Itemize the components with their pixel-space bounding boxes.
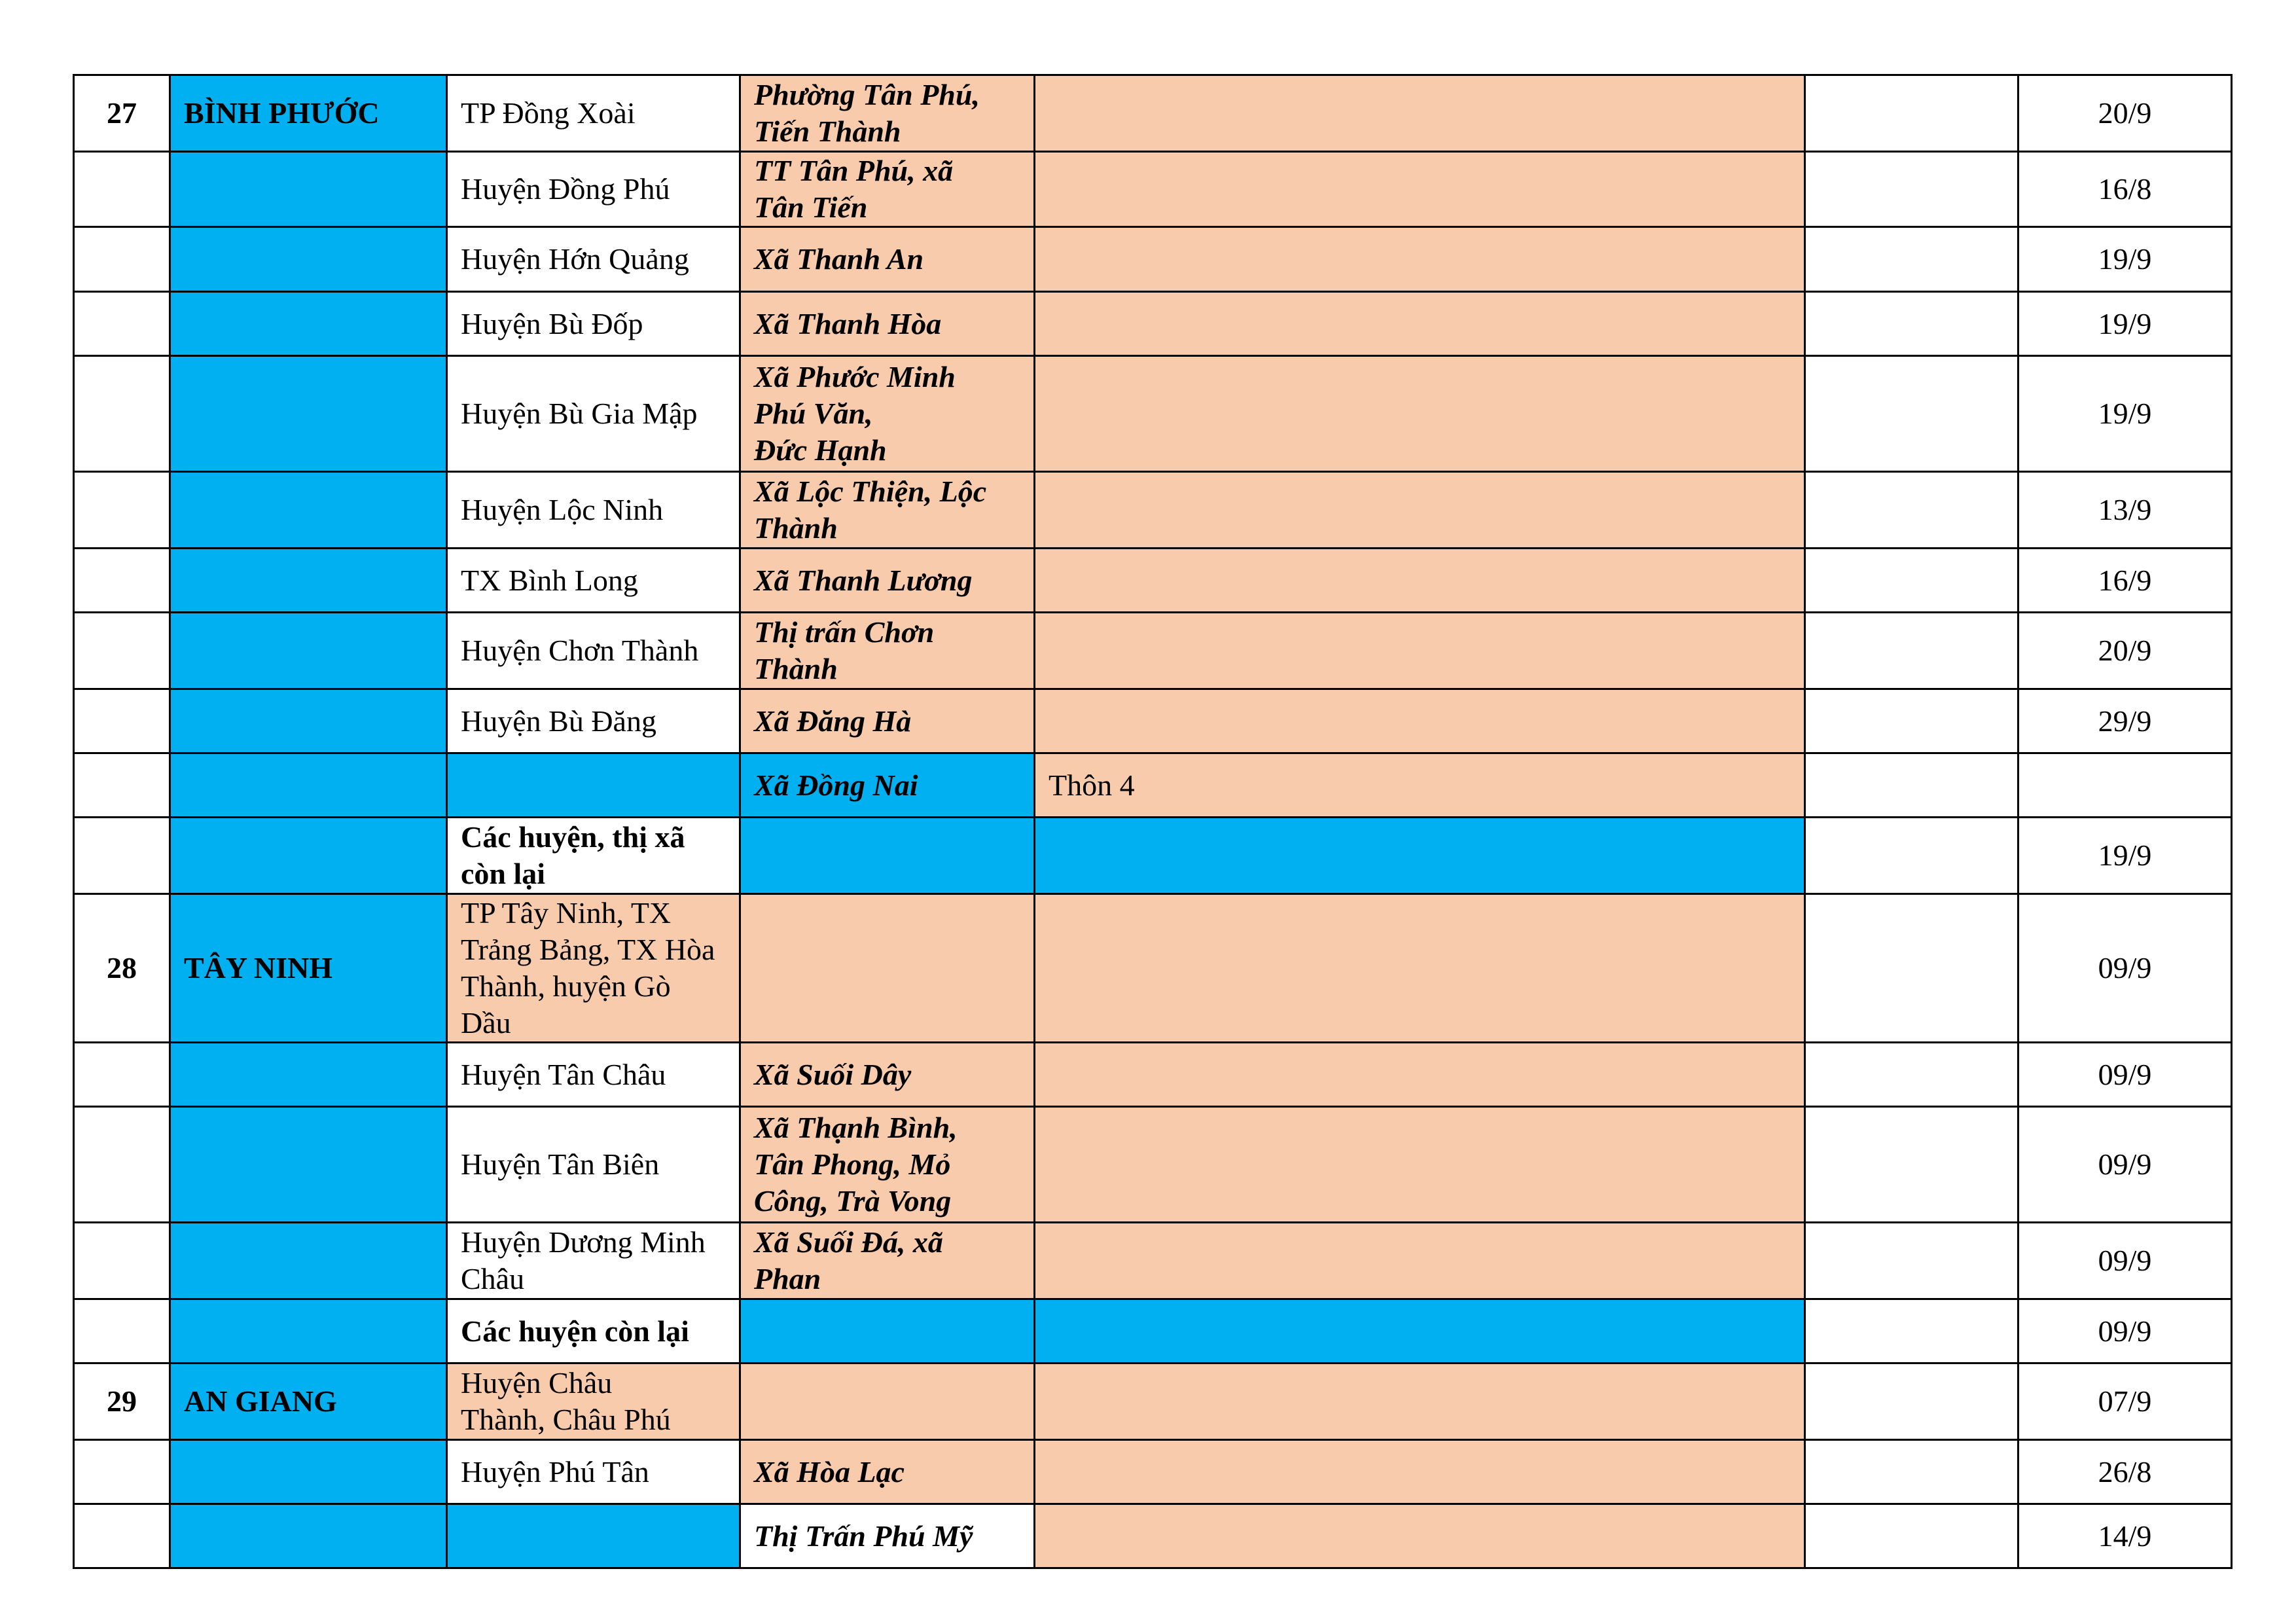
- table-row: [74, 227, 2232, 292]
- commune-cell: [740, 472, 1035, 549]
- date-cell-text: 19/9: [2098, 242, 2152, 276]
- table-row: [74, 1223, 2232, 1299]
- date-cell-text: 09/9: [2098, 951, 2152, 984]
- district-cell-text: Huyện Dương Minh Châu: [461, 1225, 706, 1295]
- table-row: [74, 1043, 2232, 1107]
- commune-cell-text: Xã Suối Đá, xã Phan: [754, 1225, 943, 1295]
- date-cell-text: 16/9: [2098, 563, 2152, 597]
- commune-cell-text: Xã Lộc Thiện, Lộc Thành: [754, 475, 987, 545]
- district-cell: [447, 75, 740, 152]
- commune-cell-text: Xã Thanh An: [754, 242, 924, 276]
- date-cell: [2018, 227, 2232, 292]
- hamlet-cell: [1035, 1363, 1805, 1440]
- district-cell: [447, 753, 740, 818]
- district-cell-text: TP Tây Ninh, TX Trảng Bảng, TX Hòa Thành, huyện Gò Dầu: [461, 896, 715, 1039]
- commune-cell-text: Thị trấn Chơn Thành: [754, 615, 935, 685]
- row-number-cell: [74, 472, 170, 549]
- note-cell: [1805, 549, 2018, 613]
- date-cell-text: 09/9: [2098, 1244, 2152, 1277]
- row-number-cell-text: 27: [107, 96, 137, 130]
- district-cell: [447, 689, 740, 753]
- district-cell: [447, 292, 740, 356]
- commune-cell: [740, 1440, 1035, 1504]
- province-cell: [170, 356, 447, 472]
- date-cell-text: 19/9: [2098, 306, 2152, 340]
- commune-cell: [740, 1299, 1035, 1363]
- note-cell: [1805, 818, 2018, 894]
- date-cell-text: 13/9: [2098, 493, 2152, 526]
- district-cell-text: Huyện Châu Thành, Châu Phú: [461, 1366, 671, 1436]
- row-number-cell: [74, 356, 170, 472]
- district-cell-text: Huyện Bù Gia Mập: [461, 397, 698, 430]
- district-cell: [447, 894, 740, 1043]
- note-cell: [1805, 152, 2018, 227]
- district-cell: [447, 1299, 740, 1363]
- date-cell-text: 07/9: [2098, 1384, 2152, 1418]
- date-cell: [2018, 818, 2232, 894]
- date-cell-text: 29/9: [2098, 704, 2152, 738]
- district-cell: [447, 1107, 740, 1223]
- date-cell: [2018, 472, 2232, 549]
- district-cell-text: Huyện Tân Biên: [461, 1147, 660, 1181]
- date-cell-text: 09/9: [2098, 1314, 2152, 1348]
- row-number-cell: [74, 1299, 170, 1363]
- table-row: [74, 818, 2232, 894]
- date-cell: [2018, 1043, 2232, 1107]
- province-cell: [170, 894, 447, 1043]
- row-number-cell: [74, 613, 170, 689]
- table-row: [74, 1107, 2232, 1223]
- note-cell: [1805, 227, 2018, 292]
- row-number-cell: [74, 549, 170, 613]
- commune-cell-text: Xã Suối Dây: [754, 1057, 912, 1091]
- district-cell-text: Huyện Bù Đốp: [461, 306, 643, 340]
- commune-cell-text: Xã Phước Minh Phú Văn, Đức Hạnh: [754, 360, 956, 467]
- commune-cell: [740, 227, 1035, 292]
- hamlet-cell: [1035, 227, 1805, 292]
- date-cell: [2018, 1440, 2232, 1504]
- table-row: [74, 549, 2232, 613]
- district-cell: [447, 1043, 740, 1107]
- date-cell: [2018, 1107, 2232, 1223]
- note-cell: [1805, 1043, 2018, 1107]
- hamlet-cell-text: Thôn 4: [1049, 768, 1135, 802]
- row-number-cell: [74, 753, 170, 818]
- province-cell: [170, 292, 447, 356]
- province-cell: [170, 152, 447, 227]
- district-cell: [447, 1504, 740, 1568]
- province-cell: [170, 818, 447, 894]
- hamlet-cell: [1035, 1223, 1805, 1299]
- district-cell-text: TP Đồng Xoài: [461, 96, 636, 130]
- row-number-cell: [74, 818, 170, 894]
- note-cell: [1805, 1440, 2018, 1504]
- district-cell-text: Các huyện còn lại: [461, 1314, 689, 1348]
- table-row: [74, 689, 2232, 753]
- district-cell: [447, 227, 740, 292]
- table-row: [74, 1363, 2232, 1440]
- row-number-cell: [74, 152, 170, 227]
- district-cell-text: Huyện Lộc Ninh: [461, 493, 664, 526]
- hamlet-cell: [1035, 1440, 1805, 1504]
- note-cell: [1805, 753, 2018, 818]
- date-cell: [2018, 753, 2232, 818]
- province-cell: [170, 1440, 447, 1504]
- commune-cell: [740, 75, 1035, 152]
- table-row: [74, 1299, 2232, 1363]
- commune-cell: [740, 292, 1035, 356]
- hamlet-cell: [1035, 549, 1805, 613]
- date-cell: [2018, 75, 2232, 152]
- row-number-cell: [74, 1043, 170, 1107]
- commune-cell: [740, 1504, 1035, 1568]
- date-cell-text: 09/9: [2098, 1057, 2152, 1091]
- commune-cell: [740, 549, 1035, 613]
- province-cell: [170, 689, 447, 753]
- district-cell-text: Huyện Tân Châu: [461, 1057, 666, 1091]
- hamlet-cell: [1035, 1107, 1805, 1223]
- date-cell: [2018, 689, 2232, 753]
- note-cell: [1805, 894, 2018, 1043]
- date-cell: [2018, 1223, 2232, 1299]
- table-row: [74, 152, 2232, 227]
- note-cell: [1805, 356, 2018, 472]
- row-number-cell-text: 28: [107, 951, 137, 984]
- date-cell-text: 19/9: [2098, 397, 2152, 430]
- table-row: [74, 1440, 2232, 1504]
- date-cell: [2018, 549, 2232, 613]
- date-cell-text: 14/9: [2098, 1519, 2152, 1553]
- hamlet-cell: [1035, 1043, 1805, 1107]
- hamlet-cell: [1035, 75, 1805, 152]
- province-cell: [170, 75, 447, 152]
- province-cell: [170, 1223, 447, 1299]
- hamlet-cell: [1035, 613, 1805, 689]
- commune-cell: [740, 1107, 1035, 1223]
- district-cell-text: Huyện Phú Tân: [461, 1454, 649, 1489]
- district-cell-text: Huyện Hớn Quảng: [461, 242, 689, 276]
- table-row: [74, 356, 2232, 472]
- commune-cell: [740, 613, 1035, 689]
- row-number-cell: [74, 689, 170, 753]
- date-cell: [2018, 152, 2232, 227]
- province-cell: [170, 549, 447, 613]
- table-row: [74, 75, 2232, 152]
- date-cell-text: 20/9: [2098, 634, 2152, 667]
- district-cell-text: Huyện Chơn Thành: [461, 634, 699, 667]
- row-number-cell: [74, 1223, 170, 1299]
- commune-cell-text: Xã Đăng Hà: [754, 704, 912, 738]
- commune-cell: [740, 1223, 1035, 1299]
- table-row: [74, 753, 2232, 818]
- province-cell: [170, 1299, 447, 1363]
- commune-cell: [740, 1043, 1035, 1107]
- row-number-cell: [74, 1363, 170, 1440]
- commune-cell: [740, 753, 1035, 818]
- commune-cell-text: Xã Thanh Hòa: [754, 306, 942, 340]
- province-cell: [170, 1504, 447, 1568]
- province-cell: [170, 753, 447, 818]
- commune-cell-text: Phường Tân Phú, Tiến Thành: [754, 78, 980, 148]
- district-cell-text: Các huyện, thị xã còn lại: [461, 820, 685, 890]
- note-cell: [1805, 613, 2018, 689]
- commune-cell-text: TT Tân Phú, xã Tân Tiến: [754, 154, 954, 224]
- province-cell-text: TÂY NINH: [184, 951, 333, 984]
- row-number-cell: [74, 1504, 170, 1568]
- district-cell: [447, 1223, 740, 1299]
- commune-cell-text: Xã Thạnh Bình, Tân Phong, Mỏ Công, Trà Vong: [754, 1111, 958, 1218]
- table-body: [74, 75, 2232, 1568]
- district-cell: [447, 613, 740, 689]
- outbreak-table: [73, 74, 2233, 1569]
- commune-cell-text: Xã Đồng Nai: [754, 768, 918, 802]
- hamlet-cell: [1035, 356, 1805, 472]
- date-cell: [2018, 1504, 2232, 1568]
- district-cell: [447, 1363, 740, 1440]
- note-cell: [1805, 1107, 2018, 1223]
- note-cell: [1805, 75, 2018, 152]
- note-cell: [1805, 472, 2018, 549]
- province-cell-text: AN GIANG: [184, 1384, 337, 1418]
- province-cell: [170, 1043, 447, 1107]
- date-cell: [2018, 894, 2232, 1043]
- date-cell: [2018, 613, 2232, 689]
- commune-cell: [740, 894, 1035, 1043]
- row-number-cell-text: 29: [107, 1384, 137, 1418]
- district-cell: [447, 549, 740, 613]
- note-cell: [1805, 1363, 2018, 1440]
- commune-cell-text: Xã Hòa Lạc: [754, 1454, 905, 1489]
- table-row: [74, 1504, 2232, 1568]
- table-row: [74, 292, 2232, 356]
- date-cell: [2018, 1299, 2232, 1363]
- date-cell-text: 09/9: [2098, 1147, 2152, 1181]
- province-cell: [170, 472, 447, 549]
- commune-cell: [740, 1363, 1035, 1440]
- date-cell-text: 20/9: [2098, 96, 2152, 130]
- district-cell: [447, 356, 740, 472]
- district-cell: [447, 1440, 740, 1504]
- row-number-cell: [74, 227, 170, 292]
- commune-cell: [740, 152, 1035, 227]
- note-cell: [1805, 1504, 2018, 1568]
- date-cell: [2018, 292, 2232, 356]
- date-cell: [2018, 1363, 2232, 1440]
- commune-cell-text: Thị Trấn Phú Mỹ: [754, 1519, 973, 1553]
- date-cell-text: 19/9: [2098, 839, 2152, 872]
- commune-cell-text: Xã Thanh Lương: [754, 563, 973, 597]
- hamlet-cell: [1035, 753, 1805, 818]
- date-cell-text: 26/8: [2098, 1454, 2152, 1489]
- note-cell: [1805, 1223, 2018, 1299]
- commune-cell: [740, 356, 1035, 472]
- row-number-cell: [74, 894, 170, 1043]
- date-cell: [2018, 356, 2232, 472]
- commune-cell: [740, 818, 1035, 894]
- hamlet-cell: [1035, 472, 1805, 549]
- table-row: [74, 472, 2232, 549]
- hamlet-cell: [1035, 292, 1805, 356]
- district-cell-text: Huyện Đồng Phú: [461, 172, 670, 206]
- row-number-cell: [74, 75, 170, 152]
- hamlet-cell: [1035, 894, 1805, 1043]
- hamlet-cell: [1035, 1299, 1805, 1363]
- note-cell: [1805, 292, 2018, 356]
- province-cell-text: BÌNH PHƯỚC: [184, 96, 380, 130]
- note-cell: [1805, 1299, 2018, 1363]
- district-cell: [447, 152, 740, 227]
- province-cell: [170, 1107, 447, 1223]
- hamlet-cell: [1035, 818, 1805, 894]
- hamlet-cell: [1035, 1504, 1805, 1568]
- date-cell-text: 16/8: [2098, 172, 2152, 206]
- district-cell: [447, 472, 740, 549]
- province-cell: [170, 227, 447, 292]
- row-number-cell: [74, 1107, 170, 1223]
- district-cell: [447, 818, 740, 894]
- hamlet-cell: [1035, 152, 1805, 227]
- table-row: [74, 613, 2232, 689]
- commune-cell: [740, 689, 1035, 753]
- row-number-cell: [74, 292, 170, 356]
- row-number-cell: [74, 1440, 170, 1504]
- hamlet-cell: [1035, 689, 1805, 753]
- note-cell: [1805, 689, 2018, 753]
- province-cell: [170, 1363, 447, 1440]
- table-row: [74, 894, 2232, 1043]
- province-cell: [170, 613, 447, 689]
- district-cell-text: Huyện Bù Đăng: [461, 704, 656, 738]
- district-cell-text: TX Bình Long: [461, 563, 638, 597]
